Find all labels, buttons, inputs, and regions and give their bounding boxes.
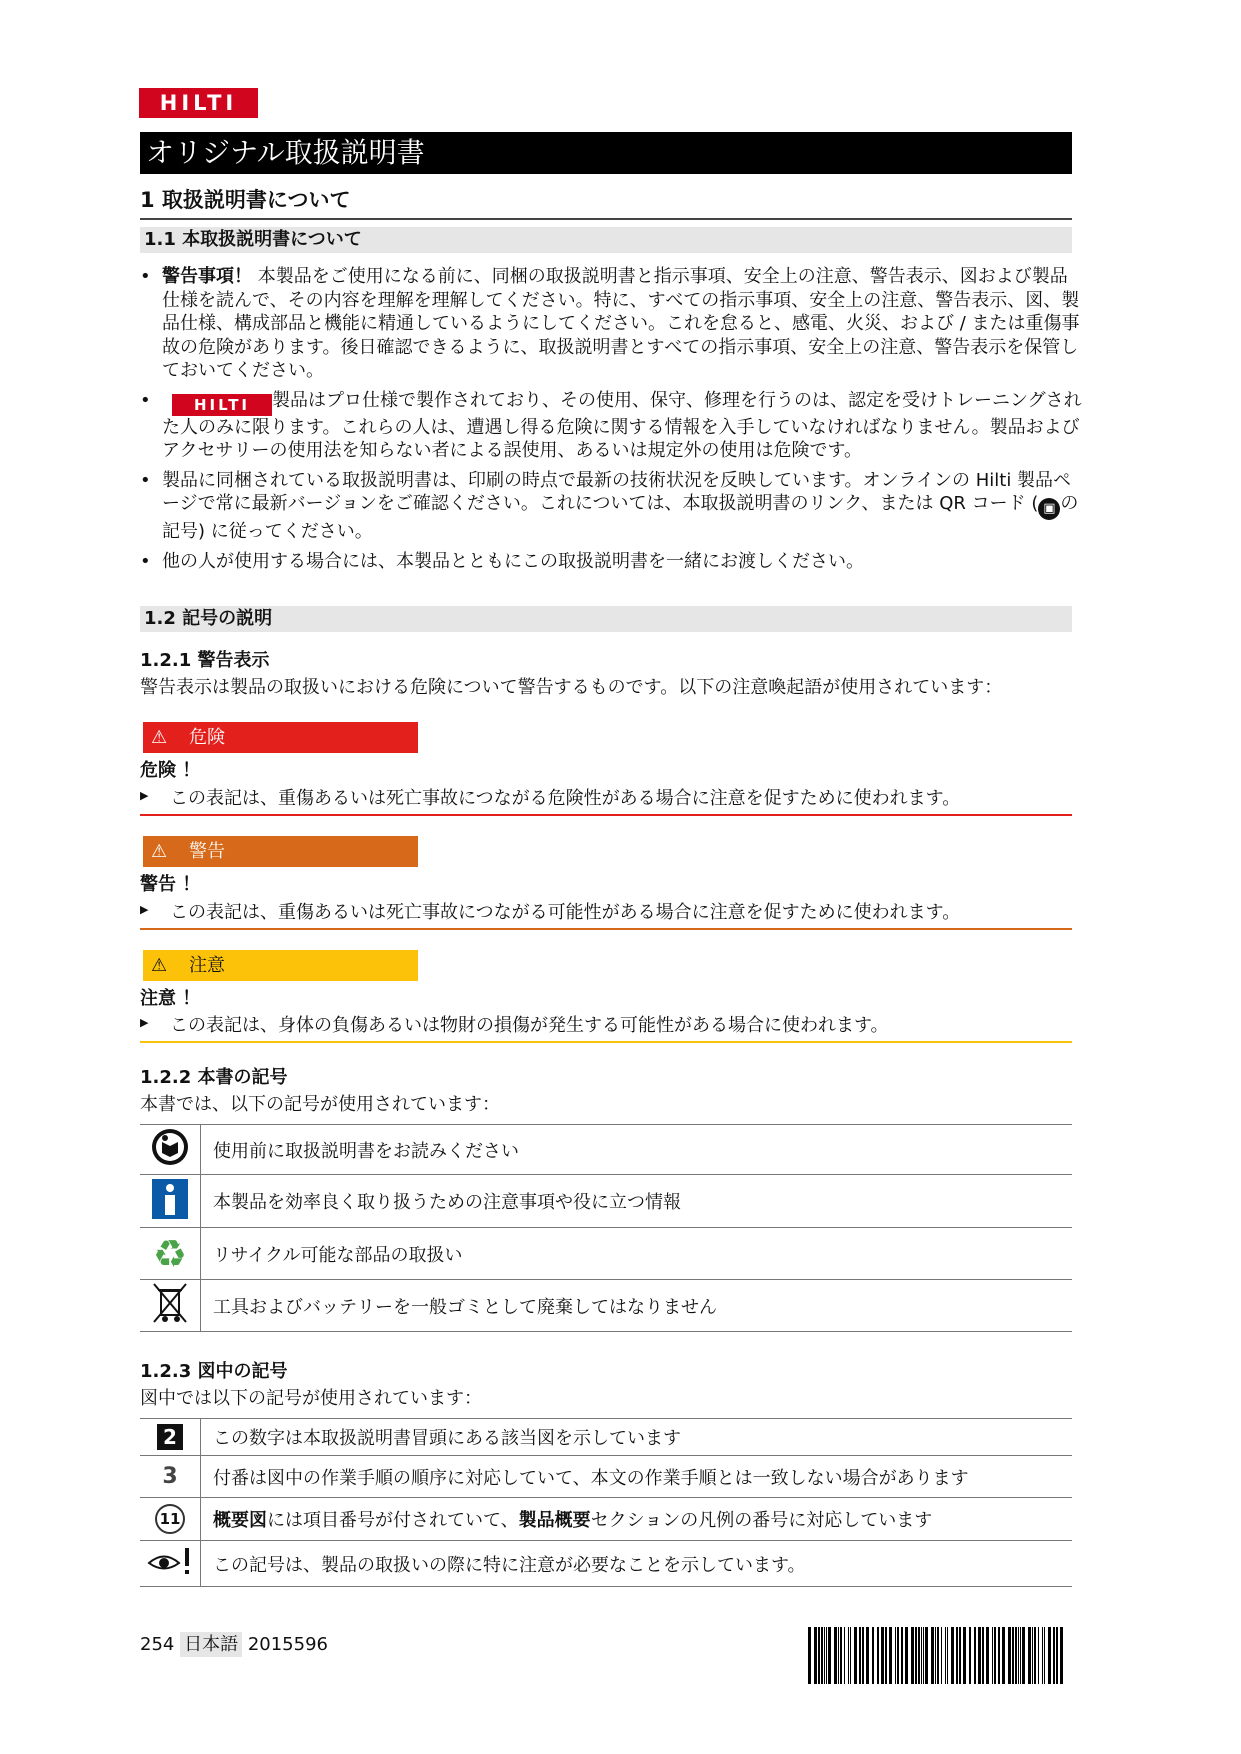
list-item: • HILTI 製品はプロ仕様で製作されており、その使用、保守、修理を行うのは、認定を受けトレーニングされた人のみに限ります。これらの人は、遭遇し得る危険に関する情報を入手していなければなりません。製品およびアクセサリーの使用法を知らない者による誤使用、あるいは規定外の使用は危険です。: [140, 389, 1082, 461]
barcode-bar: [1060, 1627, 1063, 1684]
no-waste-bin-icon: [140, 1280, 201, 1332]
barcode-bar: [901, 1627, 903, 1684]
warning-triangle-icon: ⚠: [151, 955, 168, 976]
badge-label: 注意: [189, 955, 225, 976]
arrow-icon: ▶: [140, 1016, 149, 1029]
barcode-bar: [982, 1627, 984, 1684]
figure-symbols-table: [140, 1418, 1072, 1587]
list-item: • 他の人が使用する場合には、本製品とともにこの取扱説明書を一緒にお渡しください。: [140, 550, 864, 572]
barcode-bar: [1056, 1627, 1058, 1684]
symbol-description: 本製品を効率良く取り扱うための注意事項や役に立つ情報: [201, 1175, 1073, 1228]
table-row: [140, 1175, 1072, 1228]
badge-label: 警告: [189, 841, 225, 862]
barcode-bar: [889, 1627, 892, 1684]
table-row: [140, 1456, 1072, 1498]
description-text: この表記は、重傷あるいは死亡事故につながる危険性がある場合に注意を促すために使われます。: [170, 788, 961, 809]
description-text: この表記は、身体の負傷あるいは物財の損傷が発生する可能性がある場合に使われます。: [170, 1015, 889, 1036]
barcode-bar: [821, 1627, 823, 1684]
warning-triangle-icon: ⚠: [151, 841, 168, 862]
barcode-bar: [951, 1627, 954, 1684]
symbol-description: [201, 1498, 1073, 1541]
item-number: 11: [155, 1504, 185, 1534]
barcode: [808, 1627, 1064, 1684]
barcode-bar: [872, 1627, 874, 1684]
caution-badge: [143, 950, 418, 981]
figure-number: 2: [157, 1424, 183, 1450]
document-title: オリジナル取扱説明書: [140, 132, 1072, 174]
page-number: 254: [140, 1634, 175, 1655]
table-row: [140, 1125, 1072, 1175]
barcode-bar: [978, 1627, 981, 1684]
barcode-bar: [1015, 1627, 1017, 1684]
barcode-bar: [969, 1627, 971, 1684]
arrow-icon: ▶: [140, 903, 149, 916]
barcode-bar: [918, 1627, 920, 1684]
barcode-bar: [838, 1627, 839, 1684]
hilti-inline-logo: HILTI: [172, 394, 272, 416]
eye-attention-icon: [140, 1541, 201, 1587]
barcode-bar: [840, 1627, 842, 1684]
barcode-bar: [897, 1627, 899, 1684]
barcode-bar: [947, 1627, 948, 1684]
bullet-text: 本製品をご使用になる前に、同梱の取扱説明書と指示事項、安全上の注意、警告表示、図および製品仕様を読んで、その内容を理解を理解してください。特に、すべての指示事項、安全上の注意、警告表示、図、製品仕様、構成部品と機能に精通しているようにしてください。これを怠ると、感電、火災、および / または重傷事故の危険があります。後日確認できるように、取扱説明書とすべての指示事項、安全上の注意、警告表示を保管しておいてください。: [162, 266, 1080, 381]
barcode-bar: [1002, 1627, 1005, 1684]
barcode-bar: [834, 1627, 837, 1684]
caution-description: [140, 1011, 1072, 1043]
barcode-bar: [885, 1627, 887, 1684]
barcode-bar: [963, 1627, 966, 1684]
language-label: 日本語: [180, 1632, 242, 1657]
table-row: [140, 1498, 1072, 1541]
barcode-bar: [826, 1627, 827, 1684]
barcode-bar: [1053, 1627, 1055, 1684]
barcode-bar: [931, 1627, 934, 1684]
figure-symbols-intro: 図中では以下の記号が使用されています：: [140, 1388, 482, 1409]
barcode-bar: [808, 1627, 811, 1684]
term: 製品概要: [518, 1510, 591, 1531]
danger-label: 危険 ！: [140, 760, 201, 781]
barcode-bar: [1044, 1627, 1045, 1684]
figure-number-symbol: [140, 1419, 201, 1456]
barcode-bar: [1042, 1627, 1043, 1684]
list-item: • 製品に同梱されている取扱説明書は、印刷の時点で最新の技術状況を反映しています。オンラインの Hilti 製品ページで常に最新バージョンをご確認ください。これについては、本取扱説明書のリンク、または QR コード ( ▣ の記号) に従ってください。: [140, 469, 1079, 542]
barcode-bar: [848, 1627, 849, 1684]
barcode-bar: [974, 1627, 976, 1684]
barcode-bar: [877, 1627, 879, 1684]
barcode-bar: [1032, 1627, 1033, 1684]
barcode-bar: [956, 1627, 958, 1684]
barcode-bar: [854, 1627, 857, 1684]
warnings-intro: 警告表示は製品の取扱いにおける危険について警告するものです。以下の注意喚起語が使用されています：: [140, 677, 1003, 698]
barcode-bar: [935, 1627, 936, 1684]
barcode-bar: [937, 1627, 939, 1684]
section-1-2-2-heading: 1.2.2 本書の記号: [140, 1067, 288, 1088]
item-number-symbol: [140, 1498, 201, 1541]
warning-description: [140, 898, 1072, 930]
symbol-description: 使用前に取扱説明書をお読みください: [201, 1125, 1073, 1175]
danger-description: [140, 784, 1072, 816]
term: 概要図: [213, 1510, 267, 1531]
read-manual-icon: [140, 1125, 201, 1175]
barcode-bar: [925, 1627, 928, 1684]
barcode-bar: [814, 1627, 817, 1684]
danger-badge: [143, 722, 418, 753]
barcode-bar: [905, 1627, 908, 1684]
barcode-bar: [859, 1627, 861, 1684]
symbol-description: 付番は図中の作業手順の順序に対応していて、本文の作業手順とは一致しない場合があります: [201, 1456, 1073, 1498]
barcode-bar: [994, 1627, 996, 1684]
barcode-bar: [1022, 1627, 1025, 1684]
barcode-bar: [862, 1627, 864, 1684]
bullet-list: [140, 265, 1085, 579]
logo-text: HILTI: [159, 91, 238, 115]
barcode-bar: [844, 1627, 845, 1684]
barcode-bar: [850, 1627, 851, 1684]
symbols-intro: 本書では、以下の記号が使用されています：: [140, 1094, 500, 1115]
info-icon: [140, 1175, 201, 1228]
barcode-bar: [945, 1627, 946, 1684]
barcode-bar: [1038, 1627, 1039, 1684]
warning-triangle-icon: ⚠: [151, 727, 168, 748]
table-row: [140, 1419, 1072, 1456]
bullet-text: 製品はプロ仕様で製作されており、その使用、保守、修理を行うのは、認定を受けトレーニングされた人のみに限ります。これらの人は、遭遇し得る危険に関する情報を入手していなければなりません。製品およびアクセサリーの使用法を知らない者による誤使用、あるいは規定外の使用は危険です。: [162, 389, 1082, 461]
barcode-bar: [1008, 1627, 1011, 1684]
bullet-text: 製品に同梱されている取扱説明書は、印刷の時点で最新の技術状況を反映しています。オンラインの Hilti 製品ページで常に最新バージョンをご確認ください。これについては、本取扱説明書のリンク、または QR コード (: [162, 469, 1072, 514]
barcode-bar: [941, 1627, 942, 1684]
manual-symbols-table: [140, 1124, 1072, 1332]
barcode-bar: [824, 1627, 825, 1684]
barcode-bar: [881, 1627, 884, 1684]
barcode-bar: [1020, 1627, 1021, 1684]
caution-label: 注意 ！: [140, 988, 201, 1009]
barcode-bar: [1028, 1627, 1031, 1684]
barcode-bar: [923, 1627, 924, 1684]
recycle-icon: ♻: [140, 1228, 201, 1280]
document-number: 2015596: [247, 1634, 328, 1655]
warning-badge: [143, 836, 418, 867]
warning-lead: 警告事項！: [162, 266, 252, 287]
symbol-description: 工具およびバッテリーを一般ゴミとして廃棄してはなりません: [201, 1280, 1073, 1332]
barcode-bar: [895, 1627, 896, 1684]
barcode-bar: [818, 1627, 820, 1684]
barcode-bar: [959, 1627, 961, 1684]
barcode-bar: [1034, 1627, 1036, 1684]
barcode-bar: [992, 1627, 993, 1684]
barcode-bar: [915, 1627, 917, 1684]
hilti-logo: [139, 88, 258, 118]
list-item: • 警告事項！ 本製品をご使用になる前に、同梱の取扱説明書と指示事項、安全上の注意、警告表示、図および製品仕様を読んで、その内容を理解を理解してください。特に、すべての指示事項、安全上の注意、警告表示、図、製品仕様、構成部品と機能に精通しているようにしてください。これを怠ると、感電、火災、および / または重傷事故の危険があります。後日確認できるように、取扱説明書とすべての指示事項、安全上の注意、警告表示を保管しておいてください。: [140, 266, 1080, 381]
text: には項目番号が付されていて、: [267, 1510, 519, 1531]
bullet-text: 他の人が使用する場合には、本製品とともにこの取扱説明書を一緒にお渡しください。: [162, 550, 864, 572]
warning-label: 警告 ！: [140, 874, 201, 895]
section-1-2-3-heading: 1.2.3 図中の記号: [140, 1361, 288, 1382]
step-number: 3: [162, 1464, 178, 1489]
page-footer: [140, 1630, 328, 1656]
barcode-bar: [986, 1627, 989, 1684]
table-row: [140, 1541, 1072, 1587]
step-number-symbol: [140, 1456, 201, 1498]
bullet-text: の記号) に従ってください。: [162, 493, 1079, 542]
barcode-bar: [911, 1627, 914, 1684]
badge-label: 危険: [189, 727, 225, 748]
symbol-description: リサイクル可能な部品の取扱い: [201, 1228, 1073, 1280]
qr-code-icon: ▣: [1038, 498, 1060, 520]
arrow-icon: ▶: [140, 789, 149, 802]
symbol-description: この数字は本取扱説明書冒頭にある該当図を示しています: [201, 1419, 1073, 1456]
section-1-2-heading: 1.2 記号の説明: [140, 606, 1072, 632]
table-row: [140, 1228, 1072, 1280]
symbol-description: この記号は、製品の取扱いの際に特に注意が必要なことを示しています。: [201, 1541, 1073, 1587]
description-text: この表記は、重傷あるいは死亡事故につながる可能性がある場合に注意を促すために使われます。: [170, 902, 961, 923]
barcode-bar: [866, 1627, 869, 1684]
table-row: [140, 1280, 1072, 1332]
barcode-bar: [998, 1627, 1000, 1684]
section-1-1-heading: 1.1 本取扱説明書について: [140, 227, 1072, 253]
section-1-heading: 1 取扱説明書について: [140, 184, 1072, 220]
barcode-bar: [921, 1627, 922, 1684]
barcode-bar: [1012, 1627, 1014, 1684]
barcode-bar: [1048, 1627, 1051, 1684]
text: セクションの凡例の番号に対応しています: [590, 1510, 933, 1531]
section-1-2-1-heading: 1.2.1 警告表示: [140, 650, 270, 671]
barcode-bar: [828, 1627, 831, 1684]
barcode-bar: [1018, 1627, 1019, 1684]
